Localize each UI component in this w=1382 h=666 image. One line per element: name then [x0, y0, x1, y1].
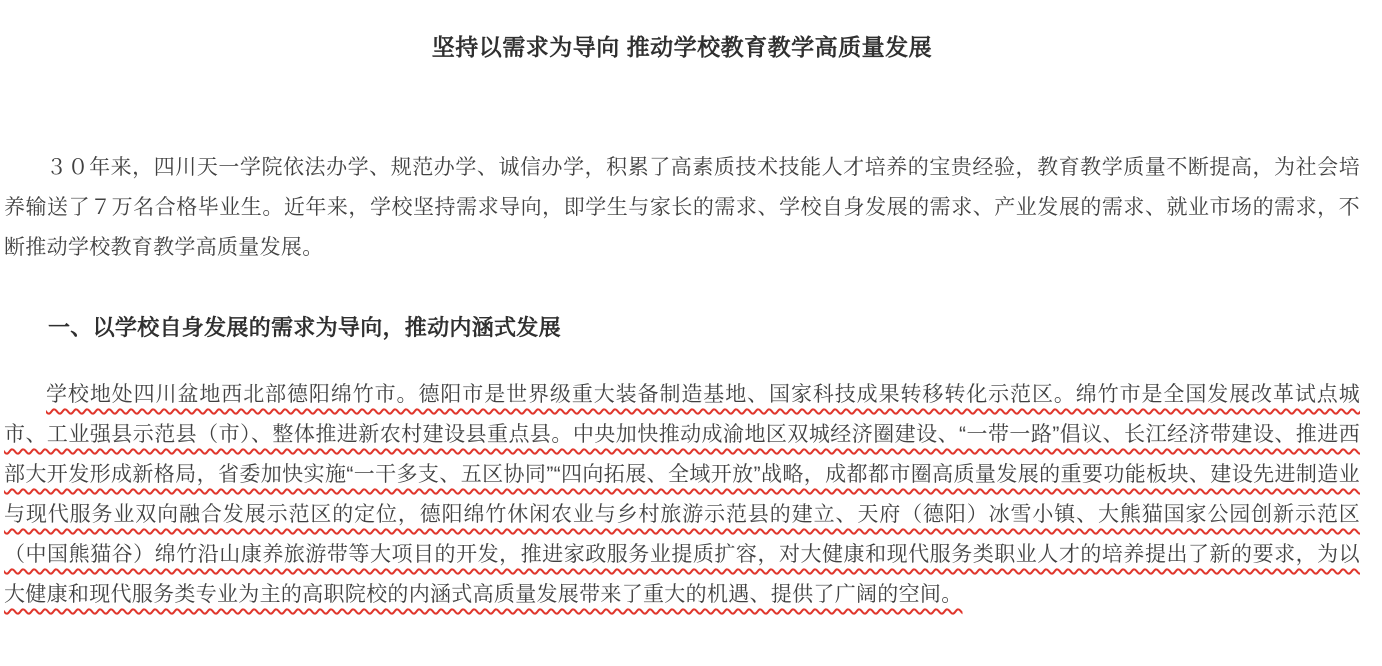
section-heading: 一、以学校自身发展的需求为导向，推动内涵式发展: [48, 315, 561, 340]
intro-paragraph: ３０年来，四川天一学院依法办学、规范办学、诚信办学，积累了高素质技术技能人才培养的宝贵经验，教育教学质量不断提高，为社会培养输送了７万名合格毕业生。近年来，学校坚持需求导向，即学生与家长的需求、学校自身发展的需求、产业发展的需求、就业市场的需求，不断推动学校教育教学高质量发展。: [4, 156, 1360, 259]
section-paragraph-spellcheck-underlined: 学校地处四川盆地西北部德阳绵竹市。德阳市是世界级重大装备制造基地、国家科技成果转移转化示范区。绵竹市是全国发展改革试点城市、工业强县示范县（市）、整体推进新农村建设县重点县。中央加快推动成渝地区双城经济圈建设、“一带一路”倡议、长江经济带建设、推进西部大开发形成新格局，省委加快实施“一干多支、五区协同”“四向拓展、全域开放”战略，成都都市圈高质量发展的重要功能板块、建设先进制造业与现代服务业双向融合发展示范区的定位，德阳绵竹休闲农业与乡村旅游示范县的建立、天府（德阳）冰雪小镇、大熊猫国家公园创新示范区（中国熊猫谷）绵竹沿山康养旅游带等大项目的开发，推进家政服务业提质扩容，对大健康和现代服务类职业人才的培养提出了新的要求，为以大健康和现代服务类专业为主的高职院校的内涵式高质量发展带来了重大的机遇、提供了广阔的空间。: [4, 383, 1360, 606]
document-title: 坚持以需求为导向 推动学校教育教学高质量发展: [431, 34, 933, 60]
